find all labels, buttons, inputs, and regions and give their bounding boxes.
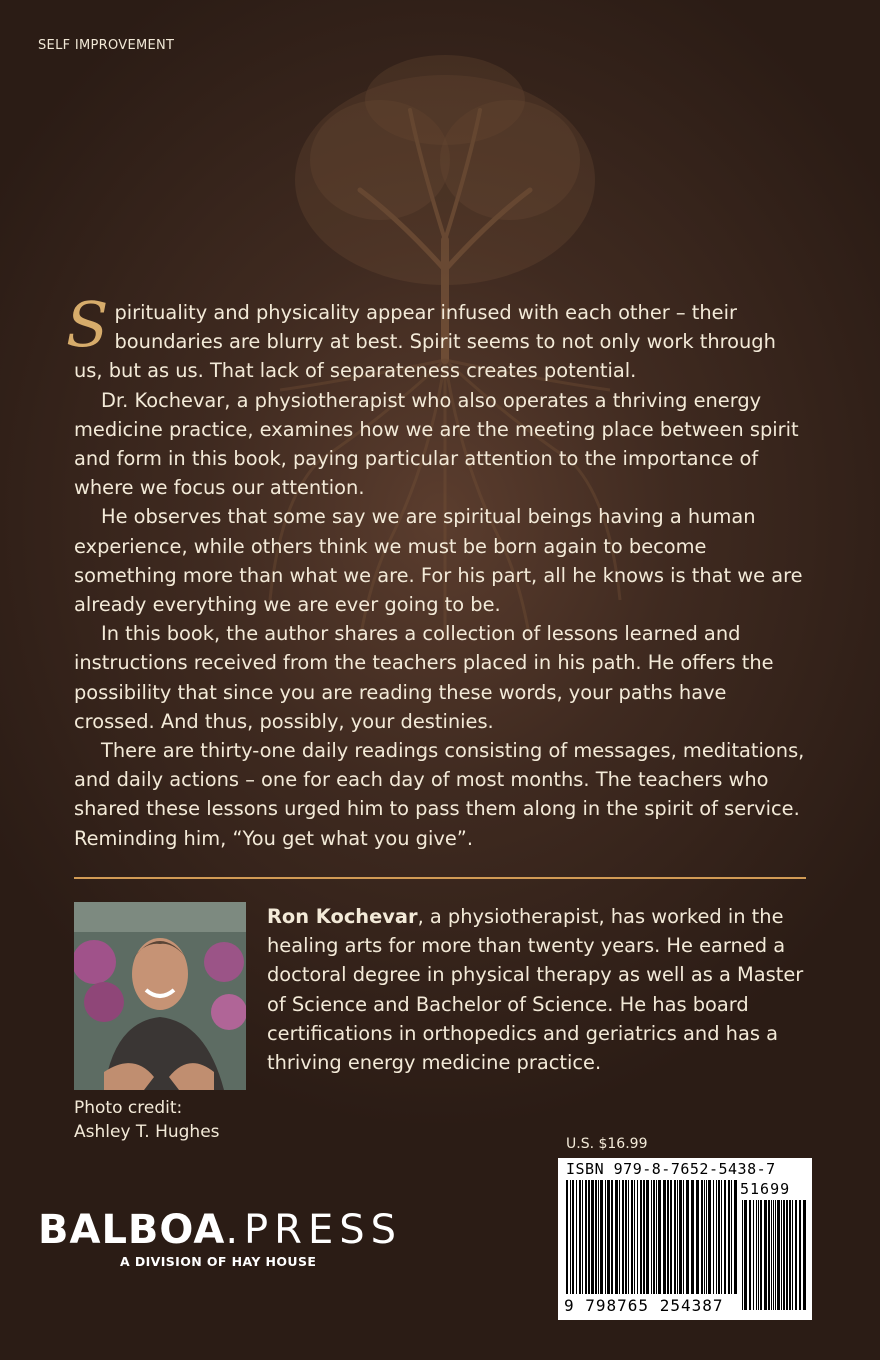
divider-rule [74,877,806,879]
price-code: 51699 [740,1180,791,1198]
barcode-bar [718,1180,720,1294]
barcode-bar [760,1200,762,1310]
barcode [558,1158,812,1320]
barcode-bar [585,1180,587,1294]
publisher-dot: . [225,1207,245,1253]
barcode-bar [656,1180,657,1294]
barcode-bar [708,1180,711,1294]
barcode-bar [674,1180,676,1294]
barcode-bar [611,1180,613,1294]
barcode-bar [667,1180,669,1294]
barcode-bar [775,1200,776,1310]
back-cover-blurb [66,288,806,853]
barcode-bar [679,1180,682,1294]
barcode-bar [628,1180,629,1294]
barcode-bar [598,1180,599,1294]
barcode-bar [622,1180,624,1294]
barcode-bar [646,1180,649,1294]
barcode-bar [753,1200,754,1310]
barcode-bar [572,1180,574,1294]
barcode-bar [764,1200,767,1310]
barcode-bar [731,1180,732,1294]
barcode-bar [576,1180,577,1294]
author-bio-text: , a physiotherapist, has worked in the healing arts for more than twenty years. He earned a doctoral degree in physical therapy as well as a Master of Science and Bachelor of Science. He has board certifications in orthopedics and geriatrics and has a thriving energy medicine practice. [267,905,804,1075]
barcode-bar [691,1180,694,1294]
blurb-paragraph: He observes that some say we are spiritual beings having a human experience, while others think we must be born again to become something more than what we are. For his part, all he knows is that we are already everything we are ever going to be. [74,505,803,617]
barcode-bar [749,1200,751,1310]
barcode-bar [803,1200,806,1310]
barcode-bar [734,1180,737,1294]
barcode-bar [756,1200,757,1310]
barcode-bar [706,1180,707,1294]
author-name: Ron Kochevar [267,905,418,928]
barcode-bar [625,1180,627,1294]
barcode-bar [607,1180,610,1294]
category-label: SELF IMPROVEMENT [38,38,175,53]
photo-credit [74,1096,220,1144]
barcode-bar [771,1200,772,1310]
barcode-bar [579,1180,581,1294]
photo-credit-label: Photo credit: [74,1098,183,1118]
barcode-bar [792,1200,793,1310]
barcode-bar [658,1180,661,1294]
barcode-bar [742,1200,743,1310]
blurb-paragraph: In this book, the author shares a collection of lessons learned and instructions received from the teachers placed in his path. He offers the possibility that since you are reading these words, your paths have crossed. And thus, possibly, your destinies. [74,622,774,733]
barcode-bar [701,1180,703,1294]
price-label: U.S. $16.99 [566,1136,648,1152]
barcode-bar [768,1200,770,1310]
barcode-bar [724,1180,726,1294]
blurb-paragraph: Spirituality and physicality appear infused with each other – their boundaries are blurry at best. Spirit seems to not only work through us, but as us. That lack of separateness creates potential. [66,288,776,383]
barcode-bar [713,1180,714,1294]
barcode-bar [721,1180,722,1294]
barcode-bar [591,1180,594,1294]
publisher-name-bold: BALBOA [38,1207,226,1253]
barcode-bar [637,1180,638,1294]
publisher-division: A DIVISION OF HAY HOUSE [120,1254,317,1269]
barcode-bar [773,1200,774,1310]
barcode-bar [777,1200,780,1310]
barcode-bar [582,1180,583,1294]
barcode-bar [696,1180,699,1294]
barcode-bar [631,1180,633,1294]
blurb-paragraph: Dr. Kochevar, a physiotherapist who also operates a thriving energy medicine practice, examines how we are the meeting place between spirit and form in this book, paying particular attention to the importance of where we focus our attention. [74,388,799,500]
blurb-paragraph: There are thirty-one daily readings consisting of messages, meditations, and daily actions – one for each day of most months. The teachers who shared these lessons urged him to pass them along in the spirit of service. Reminding him, “You get what you give”. [74,739,805,850]
barcode-bar [663,1180,666,1294]
barcode-bar [789,1200,791,1310]
publisher-logo [38,1208,402,1252]
barcode-bar [670,1180,672,1294]
barcode-bar [570,1180,571,1294]
isbn-text: ISBN 979-8-7652-5438-7 [566,1160,776,1178]
drop-cap: S [66,288,109,361]
barcode-bar [728,1180,730,1294]
barcode-bar [651,1180,652,1294]
barcode-bar [799,1200,801,1310]
author-bio [267,902,807,1077]
barcode-bar [781,1200,782,1310]
barcode-bar [683,1180,684,1294]
barcode-bar [643,1180,645,1294]
barcode-bar [615,1180,618,1294]
barcode-bar [795,1200,797,1310]
barcode-bar [686,1180,689,1294]
barcode-bar [600,1180,603,1294]
barcode-bar [716,1180,717,1294]
publisher-name-light: PRESS [244,1207,402,1253]
barcode-bar [619,1180,620,1294]
barcode-bar [786,1200,788,1310]
barcode-bar [744,1200,747,1310]
author-photo [74,902,246,1090]
ean-digits: 9 798765 254387 [564,1296,724,1315]
barcode-bar [595,1180,597,1294]
barcode-bar [704,1180,705,1294]
barcode-bar [783,1200,785,1310]
barcode-bar [634,1180,635,1294]
barcode-bar [588,1180,590,1294]
barcode-bar [640,1180,642,1294]
barcode-bar [758,1200,759,1310]
barcode-bar [677,1180,678,1294]
barcode-bar [605,1180,606,1294]
barcode-bar [566,1180,568,1294]
photo-credit-name: Ashley T. Hughes [74,1122,220,1142]
barcode-bar [653,1180,655,1294]
